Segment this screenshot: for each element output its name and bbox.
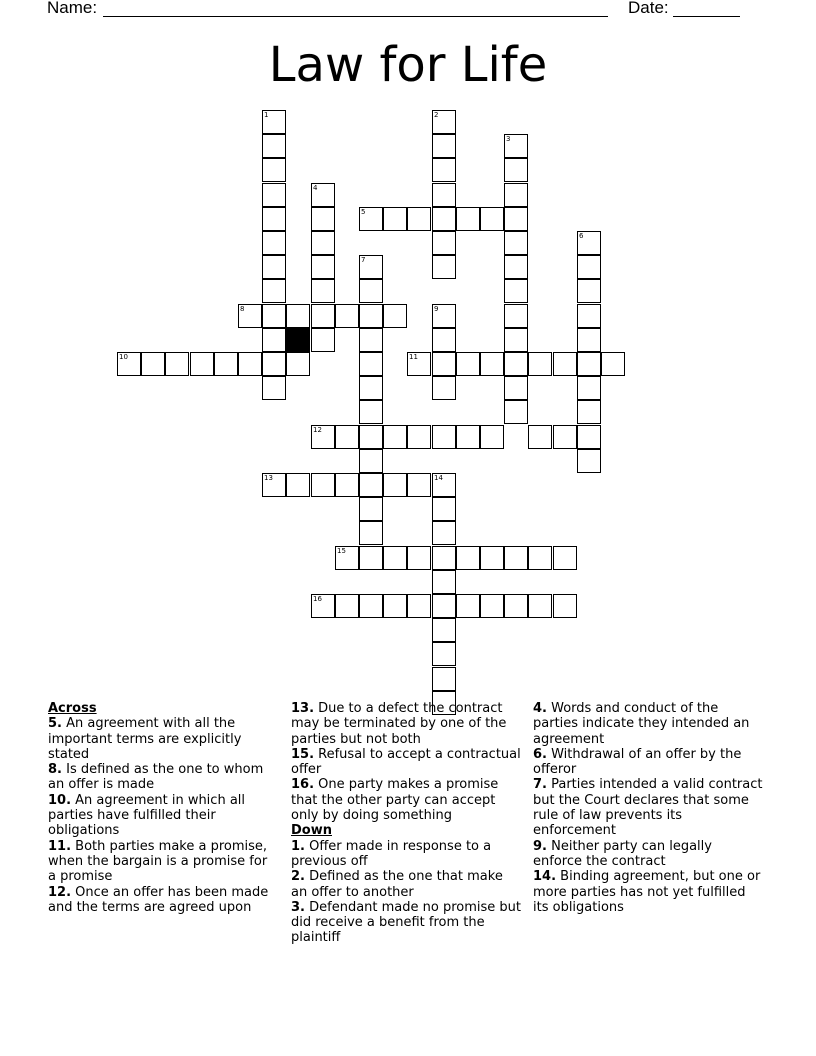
crossword-cell[interactable] xyxy=(335,594,359,618)
crossword-cell[interactable] xyxy=(432,328,456,352)
crossword-cell[interactable] xyxy=(432,352,456,376)
clue xyxy=(291,777,523,823)
clue-text: Neither party can legally enforce the contract xyxy=(533,838,712,869)
crossword-cell[interactable] xyxy=(190,352,214,376)
clue-text: Refusal to accept a contractual offer xyxy=(291,746,521,778)
clue-text: Due to a defect the contract may be terminated by one of the parties but not both xyxy=(291,701,507,747)
crossword-cell[interactable] xyxy=(359,546,383,570)
clue-number-label: 1. xyxy=(291,838,305,854)
clue-column-3 xyxy=(533,701,765,915)
crossword-cell[interactable] xyxy=(577,376,601,400)
crossword-cell[interactable] xyxy=(504,255,528,279)
clue xyxy=(533,777,765,838)
clue-number: 5 xyxy=(361,208,366,216)
clue-number-label: 14. xyxy=(533,869,557,885)
clue xyxy=(291,869,523,900)
crossword-cell[interactable] xyxy=(480,425,504,449)
date-label: Date: xyxy=(628,0,669,17)
clue xyxy=(291,839,523,870)
clue-number: 8 xyxy=(240,305,245,313)
crossword-cell[interactable] xyxy=(359,521,383,545)
crossword-cell[interactable] xyxy=(359,279,383,303)
crossword-cell[interactable] xyxy=(577,449,601,473)
crossword-cell[interactable] xyxy=(383,594,407,618)
crossword-cell[interactable] xyxy=(141,352,165,376)
crossword-cell[interactable] xyxy=(383,304,407,328)
crossword-cell[interactable] xyxy=(262,207,286,231)
crossword-cell[interactable] xyxy=(504,304,528,328)
crossword-cell[interactable] xyxy=(262,328,286,352)
crossword-cell[interactable] xyxy=(504,134,528,158)
crossword-cell[interactable] xyxy=(262,255,286,279)
crossword-cell[interactable] xyxy=(359,352,383,376)
crossword-cell[interactable] xyxy=(528,352,552,376)
crossword-cell[interactable] xyxy=(432,594,456,618)
crossword-cell[interactable] xyxy=(577,328,601,352)
crossword-cell[interactable] xyxy=(456,425,480,449)
clue xyxy=(533,869,765,915)
clue-text: An agreement with all the important terms are explicitly stated xyxy=(48,716,242,762)
name-label: Name: xyxy=(47,0,98,17)
crossword-cell[interactable] xyxy=(359,594,383,618)
clue-number-label: 8. xyxy=(48,762,62,778)
crossword-cell[interactable] xyxy=(553,546,577,570)
crossword-cell[interactable] xyxy=(456,546,480,570)
clue xyxy=(291,701,523,747)
clue-text: Words and conduct of the parties indicate they intended an agreement xyxy=(533,701,750,747)
crossword-cell[interactable] xyxy=(262,158,286,182)
clue-number-label: 11. xyxy=(48,838,72,854)
crossword-cell[interactable] xyxy=(383,546,407,570)
crossword-cell[interactable] xyxy=(432,183,456,207)
crossword-cell[interactable] xyxy=(577,304,601,328)
crossword-cell[interactable] xyxy=(262,279,286,303)
clue-number-label: 9. xyxy=(533,838,547,854)
crossword-cell[interactable] xyxy=(359,449,383,473)
crossword-cell[interactable] xyxy=(432,497,456,521)
crossword-cell[interactable] xyxy=(311,328,335,352)
crossword-cell[interactable] xyxy=(262,183,286,207)
crossword-cell[interactable] xyxy=(504,158,528,182)
crossword-cell[interactable] xyxy=(383,473,407,497)
crossword-cell[interactable] xyxy=(311,255,335,279)
clue xyxy=(48,716,278,762)
crossword-cell[interactable] xyxy=(432,521,456,545)
crossword-cell[interactable] xyxy=(432,642,456,666)
crossword-cell[interactable] xyxy=(262,376,286,400)
clue xyxy=(533,839,765,870)
clue-text: Withdrawal of an offer by the offeror xyxy=(533,746,742,778)
clue-number: 14 xyxy=(434,474,443,482)
crossword-cell[interactable] xyxy=(432,158,456,182)
crossword-cell[interactable] xyxy=(359,400,383,424)
clue-text: An agreement in which all parties have fulfilled their obligations xyxy=(48,792,246,839)
crossword-cell[interactable] xyxy=(504,352,528,376)
crossword-cell[interactable] xyxy=(528,425,552,449)
crossword-cell[interactable] xyxy=(407,425,431,449)
crossword-cell[interactable] xyxy=(432,304,456,328)
clue xyxy=(533,701,765,747)
crossword-cell[interactable] xyxy=(577,352,601,376)
crossword-cell[interactable] xyxy=(311,207,335,231)
crossword-cell[interactable] xyxy=(286,473,310,497)
crossword-cell[interactable] xyxy=(577,400,601,424)
crossword-cell[interactable] xyxy=(407,594,431,618)
crossword-cell[interactable] xyxy=(359,425,383,449)
crossword-cell[interactable] xyxy=(432,207,456,231)
crossword-cell[interactable] xyxy=(311,473,335,497)
crossword-cell[interactable] xyxy=(359,376,383,400)
crossword-cell[interactable] xyxy=(480,352,504,376)
crossword-cell[interactable] xyxy=(407,352,431,376)
crossword-cell[interactable] xyxy=(286,352,310,376)
clue-text: Defendant made no promise but did receive a benefit from the plaintiff xyxy=(291,899,521,946)
clue-text: One party makes a promise that the other party can accept only by doing something xyxy=(291,777,499,824)
crossword-cell[interactable] xyxy=(601,352,625,376)
crossword-cell[interactable] xyxy=(553,425,577,449)
crossword-cell[interactable] xyxy=(335,425,359,449)
crossword-cell[interactable] xyxy=(262,231,286,255)
crossword-cell[interactable] xyxy=(432,231,456,255)
crossword-cell[interactable] xyxy=(359,497,383,521)
crossword-cell[interactable] xyxy=(432,618,456,642)
clue xyxy=(48,793,278,839)
clue-number-label: 16. xyxy=(291,777,315,793)
crossword-cell[interactable] xyxy=(335,473,359,497)
crossword-cell[interactable] xyxy=(504,546,528,570)
crossword-cell[interactable] xyxy=(577,255,601,279)
crossword-cell[interactable] xyxy=(359,304,383,328)
crossword-cell[interactable] xyxy=(504,376,528,400)
clue-number-label: 3. xyxy=(291,899,305,915)
crossword-cell[interactable] xyxy=(262,473,286,497)
crossword-cell[interactable] xyxy=(262,304,286,328)
crossword-cell[interactable] xyxy=(553,352,577,376)
clue-number-label: 10. xyxy=(48,792,72,808)
clue xyxy=(48,839,278,885)
crossword-cell[interactable] xyxy=(383,425,407,449)
clue-number-label: 12. xyxy=(48,884,72,900)
crossword-cell[interactable] xyxy=(504,400,528,424)
clue-number: 2 xyxy=(434,111,439,119)
crossword-cell[interactable] xyxy=(311,231,335,255)
blocked-cell xyxy=(286,328,310,352)
crossword-cell[interactable] xyxy=(214,352,238,376)
clue-number: 9 xyxy=(434,305,439,313)
clue-text: Offer made in response to a previous off xyxy=(291,838,492,869)
clue-number: 3 xyxy=(506,135,511,143)
crossword-cell[interactable] xyxy=(432,546,456,570)
crossword-cell[interactable] xyxy=(480,594,504,618)
clue-number: 11 xyxy=(409,353,418,361)
clue-text: Once an offer has been made and the terms are agreed upon xyxy=(48,884,269,915)
clue-number-label: 4. xyxy=(533,701,547,716)
clue-text: Defined as the one that make an offer to another xyxy=(291,869,503,900)
clue-text: Is defined as the one to whom an offer is made xyxy=(48,762,264,793)
clue-number-label: 13. xyxy=(291,701,315,716)
clue-number-label: 5. xyxy=(48,716,62,732)
crossword-cell[interactable] xyxy=(359,328,383,352)
clue-number: 13 xyxy=(264,474,273,482)
crossword-cell[interactable] xyxy=(553,594,577,618)
clue-number-label: 2. xyxy=(291,869,305,885)
crossword-cell[interactable] xyxy=(432,134,456,158)
crossword-cell[interactable] xyxy=(262,134,286,158)
crossword-cell[interactable] xyxy=(504,207,528,231)
crossword-cell[interactable] xyxy=(577,231,601,255)
crossword-cell[interactable] xyxy=(335,304,359,328)
clue-heading: Down xyxy=(291,823,332,839)
clue-number: 4 xyxy=(313,184,318,192)
crossword-cell[interactable] xyxy=(456,594,480,618)
crossword-cell[interactable] xyxy=(456,352,480,376)
clue-text: Binding agreement, but one or more parties has not yet fulfilled its obligations xyxy=(533,869,761,915)
crossword-cell[interactable] xyxy=(311,425,335,449)
crossword-cell[interactable] xyxy=(359,255,383,279)
clue-column-2 xyxy=(291,701,523,946)
crossword-cell[interactable] xyxy=(383,207,407,231)
crossword-cell[interactable] xyxy=(528,546,552,570)
clue-number: 1 xyxy=(264,111,269,119)
crossword-cell[interactable] xyxy=(238,304,262,328)
crossword-cell[interactable] xyxy=(407,473,431,497)
crossword-cell[interactable] xyxy=(359,207,383,231)
clue-number-label: 7. xyxy=(533,777,547,793)
clue xyxy=(291,747,523,778)
clue-number: 16 xyxy=(313,595,322,603)
clue-number: 7 xyxy=(361,256,366,264)
crossword-cell[interactable] xyxy=(504,183,528,207)
crossword-cell[interactable] xyxy=(407,207,431,231)
crossword-cell[interactable] xyxy=(311,594,335,618)
clue-number: 12 xyxy=(313,426,322,434)
crossword-cell[interactable] xyxy=(480,546,504,570)
crossword-cell[interactable] xyxy=(577,425,601,449)
crossword-cell[interactable] xyxy=(311,183,335,207)
crossword-cell[interactable] xyxy=(407,546,431,570)
crossword-cell[interactable] xyxy=(432,667,456,691)
crossword-cell[interactable] xyxy=(504,594,528,618)
crossword-cell[interactable] xyxy=(432,425,456,449)
crossword-cell[interactable] xyxy=(262,110,286,134)
clue xyxy=(48,762,278,793)
crossword-cell[interactable] xyxy=(432,473,456,497)
page-title: Law for Life xyxy=(268,37,548,93)
clue-column-1 xyxy=(48,701,278,915)
crossword-cell[interactable] xyxy=(432,376,456,400)
crossword-cell[interactable] xyxy=(456,207,480,231)
crossword-cell[interactable] xyxy=(262,352,286,376)
clue-text: Parties intended a valid contract but the Court declares that some rule of law prevents its enforcement xyxy=(533,777,763,839)
crossword-cell[interactable] xyxy=(480,207,504,231)
crossword-cell[interactable] xyxy=(286,304,310,328)
crossword-cell[interactable] xyxy=(165,352,189,376)
clue-number-label: 15. xyxy=(291,746,315,762)
clue-number: 10 xyxy=(119,353,128,361)
crossword-cell[interactable] xyxy=(238,352,262,376)
crossword-cell[interactable] xyxy=(432,110,456,134)
crossword-cell[interactable] xyxy=(577,279,601,303)
crossword-cell[interactable] xyxy=(335,546,359,570)
crossword-cell[interactable] xyxy=(432,255,456,279)
clue-number-label: 6. xyxy=(533,746,547,762)
crossword-cell[interactable] xyxy=(359,473,383,497)
crossword-cell[interactable] xyxy=(311,304,335,328)
crossword-cell[interactable] xyxy=(432,570,456,594)
crossword-cell[interactable] xyxy=(504,328,528,352)
clue xyxy=(533,747,765,778)
clue-text: Both parties make a promise, when the bargain is a promise for a promise xyxy=(48,838,268,885)
crossword-cell[interactable] xyxy=(528,594,552,618)
clue xyxy=(48,885,278,916)
crossword-cell[interactable] xyxy=(504,231,528,255)
crossword-cell[interactable] xyxy=(504,279,528,303)
crossword-cell[interactable] xyxy=(117,352,141,376)
clue xyxy=(291,900,523,946)
clue-heading: Across xyxy=(48,701,97,716)
clue-number: 6 xyxy=(579,232,584,240)
clue-number: 15 xyxy=(337,547,346,555)
crossword-cell[interactable] xyxy=(311,279,335,303)
